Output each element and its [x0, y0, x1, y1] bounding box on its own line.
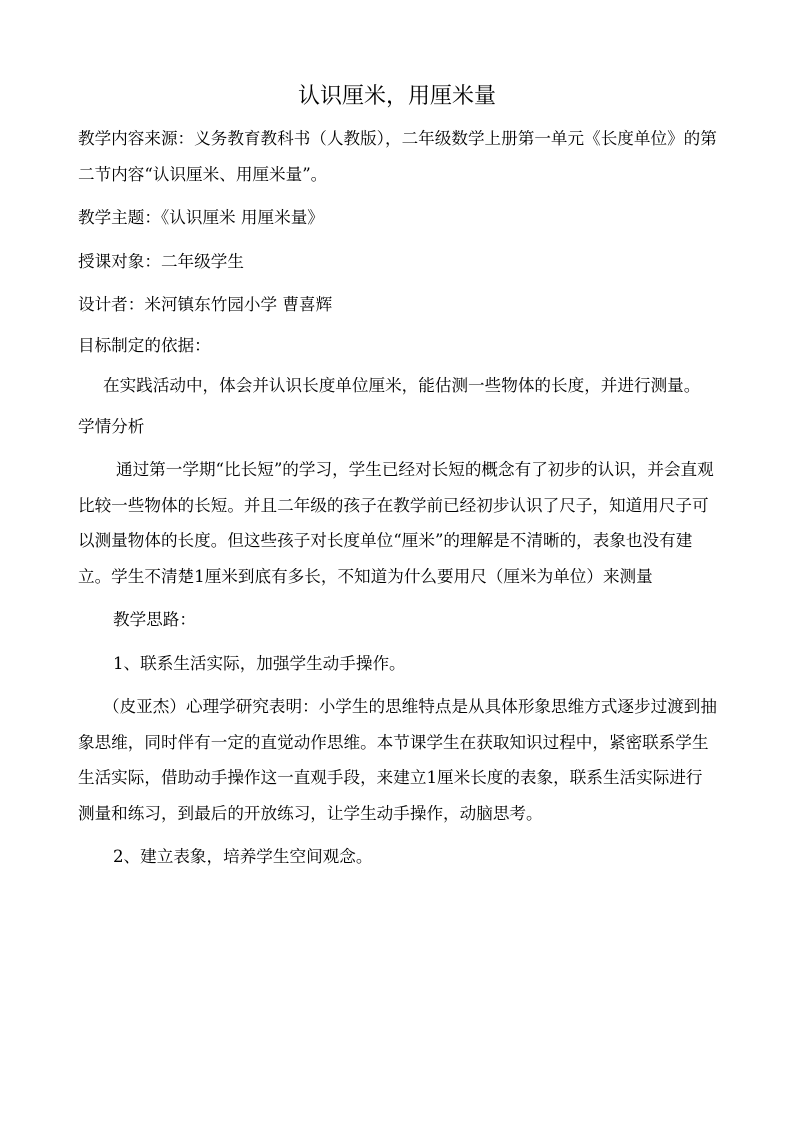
designer-line: 设计者：米河镇东竹园小学 曹喜辉 [78, 295, 333, 314]
idea2-heading: 2、建立表象，培养学生空间观念。 [113, 847, 373, 866]
basis-heading: 目标制定的依据： [78, 335, 211, 355]
basis-paragraph: 在实践活动中，体会并认识长度单位厘米，能估测一些物体的长度，并进行测量。 [103, 376, 701, 395]
idea1-paragraph: （皮亚杰）心理学研究表明：小学生的思维特点是从具体形象思维方式逐步过渡到抽象思维，同时伴有一定的直觉动作思维。本节课学生在获取知识过程中，紧密联系学生生活实际，借助动手操作这一直观手段，来建立1厘米长度的表象，联系生活实际进行测量和练习，到最后的开放练习，让学生动手操作，动脑思考。 [78, 697, 717, 823]
audience-line: 授课对象：二年级学生 [78, 251, 244, 271]
source-paragraph: 教学内容来源：义务教育教科书（人教版），二年级数学上册第一单元《长度单位》的第二节内容“认识厘米、用厘米量”。 [78, 129, 717, 184]
theme-line: 教学主题：《认识厘米 用厘米量》 [78, 208, 324, 227]
ideas-heading: 教学思路： [113, 610, 196, 629]
analysis-paragraph: 通过第一学期“比长短”的学习，学生已经对长短的概念有了初步的认识，并会直观比较一些物体的长短。并且二年级的孩子在教学前已经初步认识了尺子，知道用尺子可以测量物体的长度。但这些孩子对长度单位“厘米”的理解是不清晰的，表象也没有建立。学生不清楚1厘米到底有多长，不知道为什么要用尺（厘米为单位）来测量 [78, 460, 714, 586]
document-body [78, 121, 718, 875]
document-title: 认识厘米，用厘米量 [297, 84, 496, 109]
analysis-heading: 学情分析 [78, 416, 145, 436]
idea1-heading: 1、联系生活实际，加强学生动手操作。 [113, 653, 406, 673]
